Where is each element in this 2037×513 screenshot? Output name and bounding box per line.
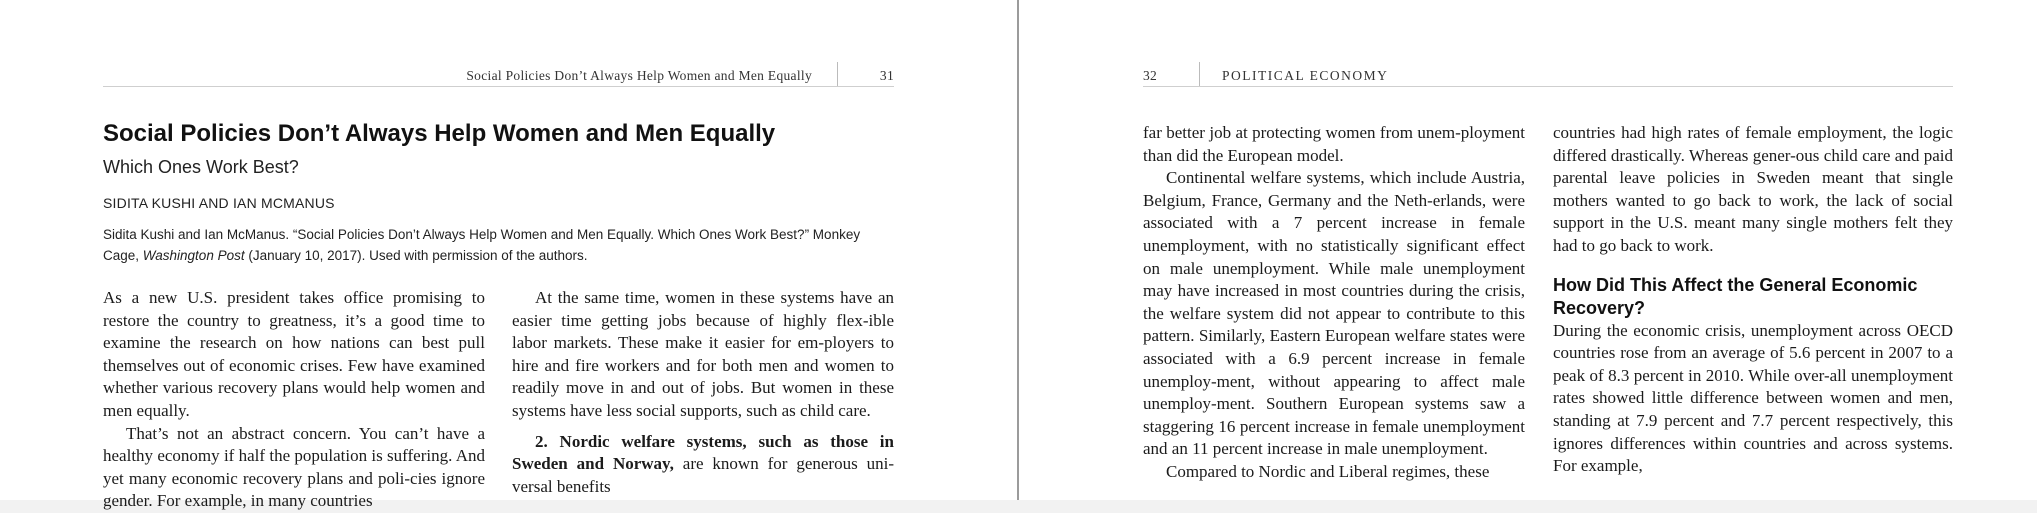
paragraph: [512, 431, 894, 499]
paragraph: At the same time, women in these systems have an easier time getting jobs because of highly flex-ible labor markets. These make it easier for em-ployers to hire and fire workers and for both men and women to readily move in and out of jobs. But women in these systems have less social supports, such as child care.: [512, 288, 894, 420]
section-heading: How Did This Affect the General Economic Recovery?: [1553, 274, 1918, 318]
running-header: [103, 68, 894, 87]
header-separator: [1199, 62, 1200, 86]
numbered-item-heading: 2. Nordic welfare systems, such as those in Sweden and Norway,: [512, 431, 894, 474]
running-header-title: Social Policies Don’t Always Help Women and Men Equally: [466, 68, 812, 83]
citation-text-end: (January 10, 2017). Used with permission of the authors.: [244, 248, 588, 263]
running-header: [1143, 68, 1953, 87]
page-number: 31: [879, 68, 894, 83]
citation-publication: Washington Post: [142, 248, 245, 263]
paragraph: Continental welfare systems, which include Austria, Belgium, France, Germany and the Neth-erlands, were associated with a 7 percent increase in female unemployment, with no statistically significant effect on male unemployment. While male unemployment may have increased in most countries during the crisis, the welfare system did not appear to contribute to this pattern. Similarly, Eastern European welfare states were associated with a 6.9 percent increase in female unemploy-ment, without appearing to affect male unemploy-ment. Southern European systems saw a staggering 16 percent increase in female unemployment and an 11 percent increase in male unemployment.: [1143, 168, 1525, 459]
citation-text: Sidita Kushi and Ian McManus. “Social Policies Don’t Always Help Women and Men Equally. Which Ones Work Best?” Monkey Cage,: [103, 227, 861, 263]
header-separator: [837, 62, 838, 86]
paragraph: Compared to Nordic and Liberal regimes, these: [1166, 461, 1490, 481]
running-header-title: POLITICAL ECONOMY: [1222, 68, 1389, 83]
article-title: Social Policies Don’t Always Help Women and Men Equally: [103, 120, 776, 147]
paragraph: That’s not an abstract concern. You can’t have a healthy economy if half the population is suffering. And yet many economic recovery plans and poli-cies ignore gender. For example, in many countries: [103, 423, 485, 511]
article-authors: SIDITA KUSHI AND IAN MCMANUS: [103, 195, 335, 211]
right-page: [1019, 0, 2037, 500]
source-citation: [103, 224, 893, 266]
body-column-right: [512, 287, 894, 498]
left-page: [0, 0, 1017, 511]
body-column-left: [103, 287, 485, 513]
paragraph: countries had high rates of female employment, the logic differed drastically. Whereas gener-ous child care and paid parental leave policies in Sweden meant that single mothers wanted to go back to work, the lack of social support in the U.S. meant many single mothers felt they had to go back to work.: [1553, 123, 1953, 255]
paragraph: As a new U.S. president takes office promising to restore the country to greatness, it’s a good time to examine the research on how nations can best pull themselves out of economic crises. Few have examined whether various recovery plans would help women and men equally.: [103, 288, 485, 420]
paragraph: During the economic crisis, unemployment across OECD countries rose from an average of 5.6 percent in 2007 to a peak of 8.3 percent in 2010. While over-all unemployment rates showed little difference between women and men, standing at 7.9 percent and 7.7 percent respectively, this ignores differences within countries and across systems. For example,: [1553, 320, 1953, 476]
paragraph: far better job at protecting women from unem-ployment than did the European model.: [1143, 123, 1525, 165]
paragraph-text: are known for generous uni-versal benefits: [512, 454, 894, 496]
body-column-left: [1143, 122, 1525, 484]
page-number: 32: [1143, 68, 1158, 83]
body-column-right: [1553, 122, 1953, 478]
article-subtitle: Which Ones Work Best?: [103, 157, 299, 177]
